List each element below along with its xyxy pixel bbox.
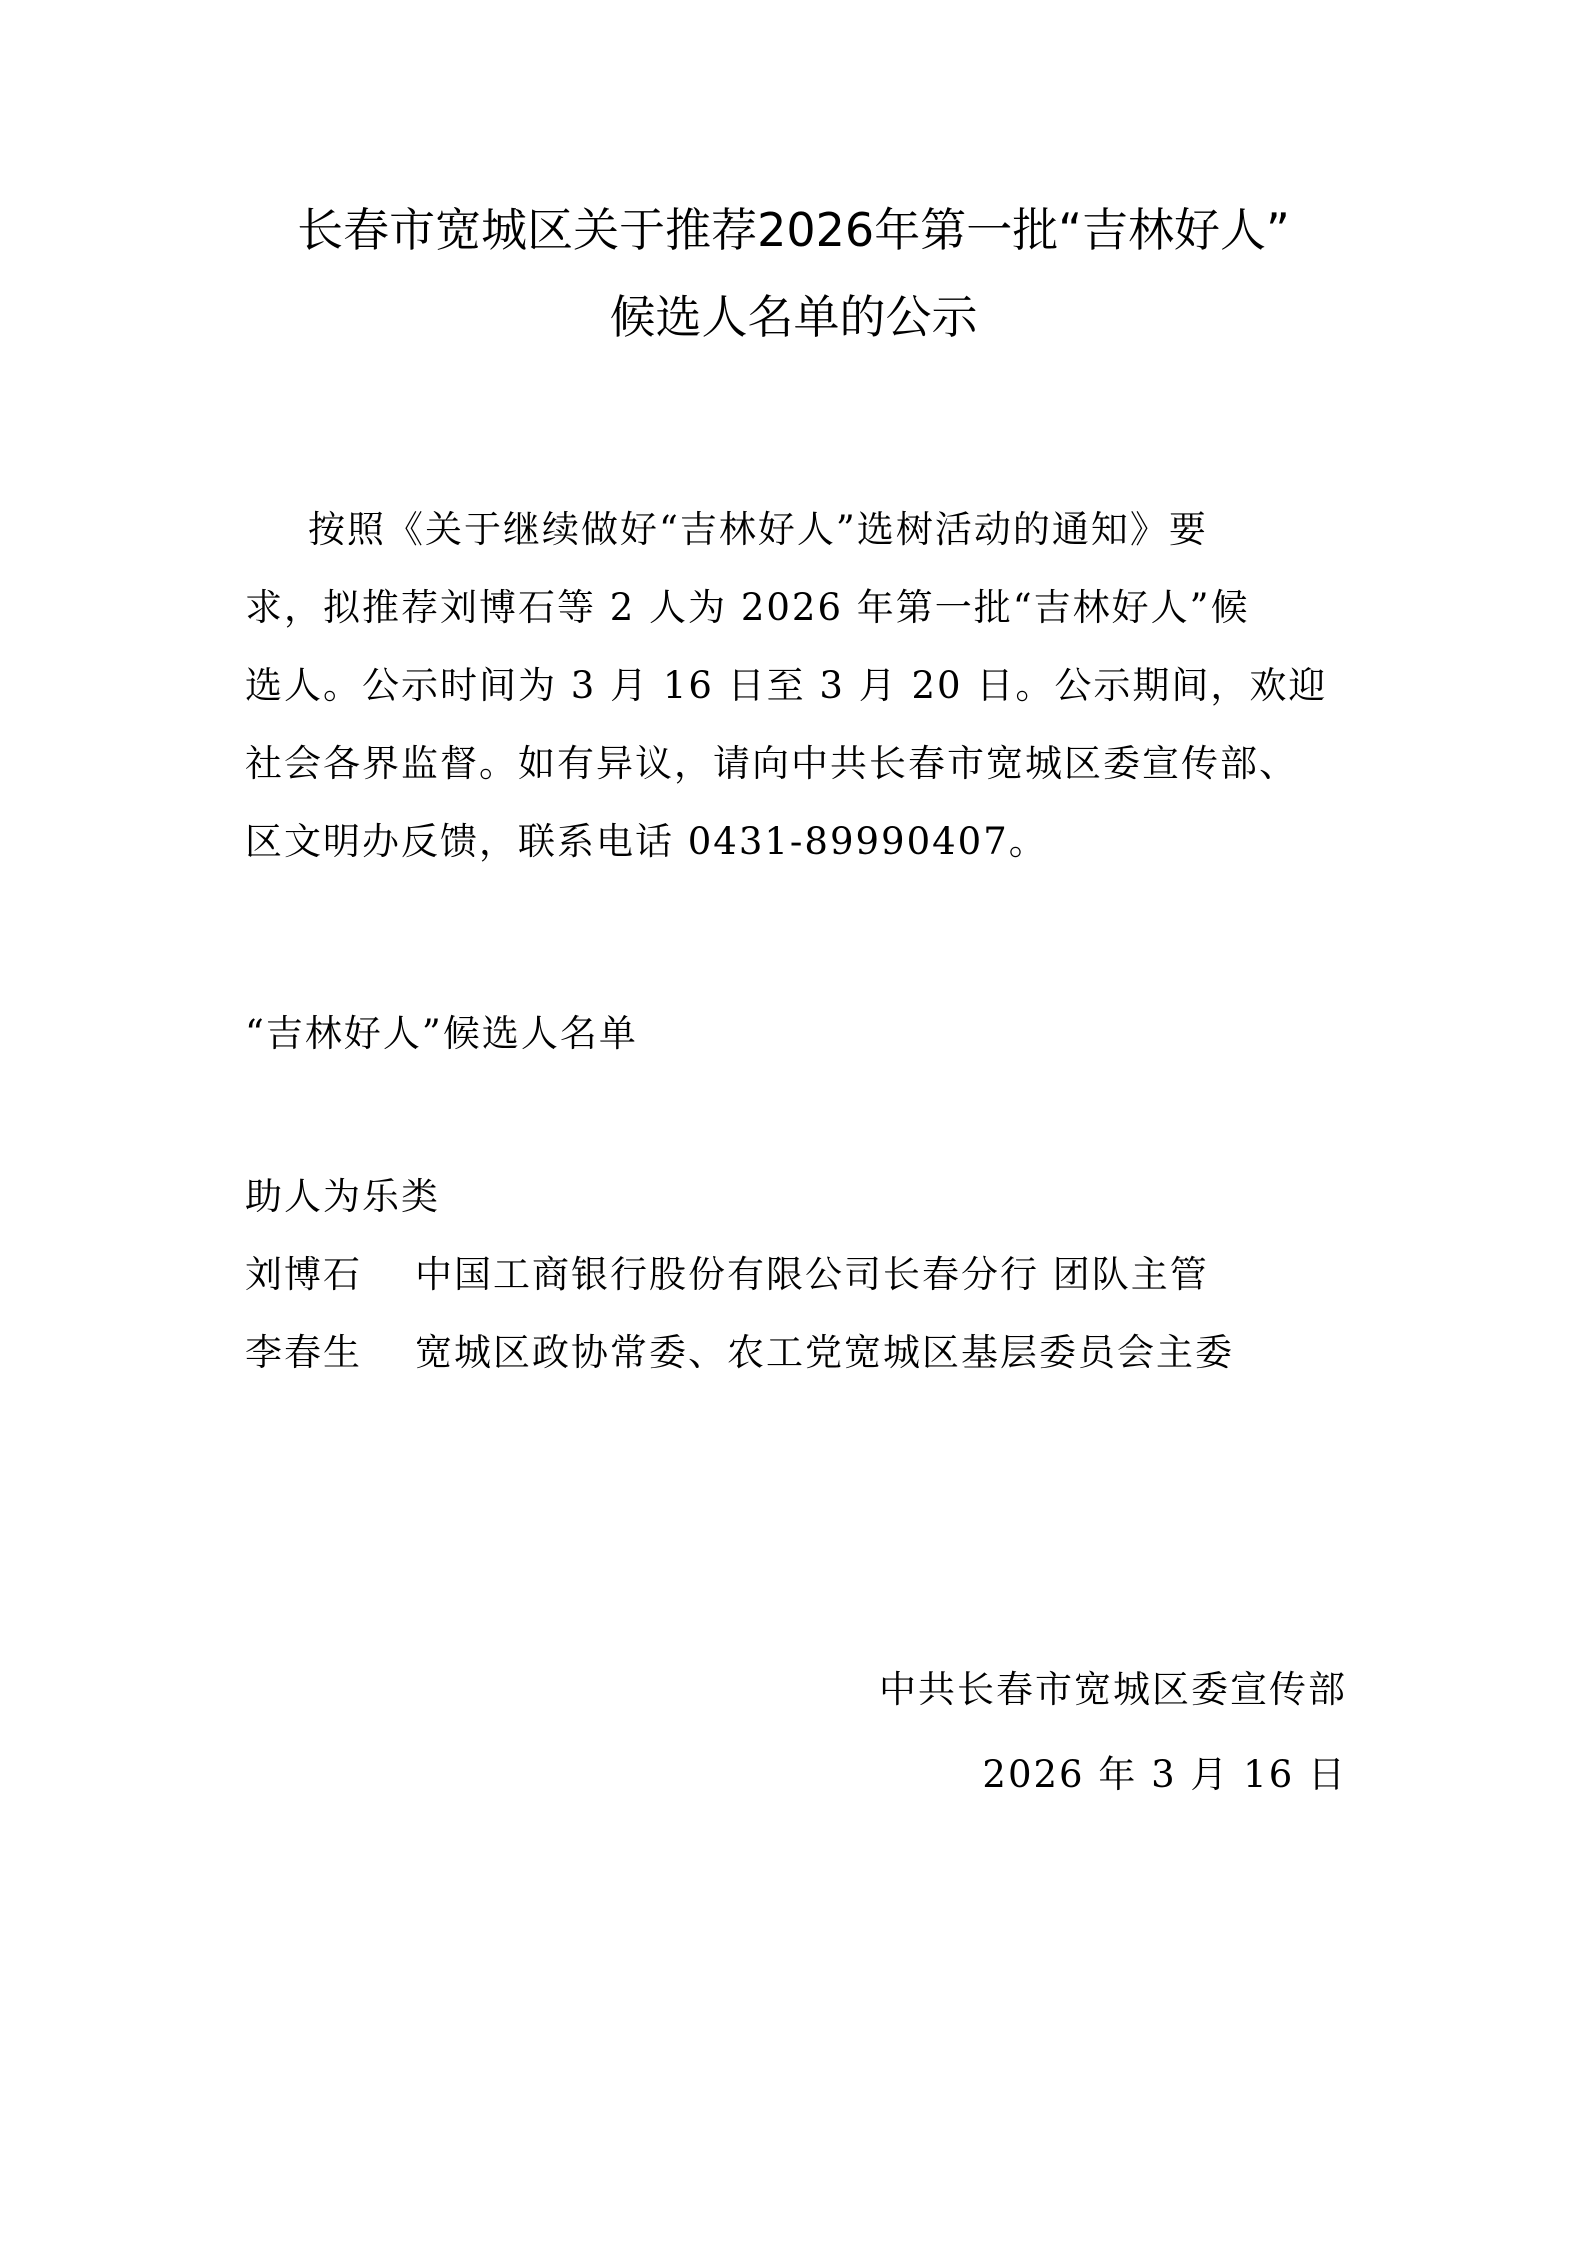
paragraph-line-1: 按照《关于继续做好“吉林好人”选树活动的通知》要 [308, 508, 1208, 551]
candidate-role: 中国工商银行股份有限公司长春分行 团队主管 [415, 1253, 1209, 1296]
signature-date: 2026 年 3 月 16 日 [982, 1753, 1347, 1796]
paragraph-line-2: 求，拟推荐刘博石等 2 人为 2026 年第一批“吉林好人”候 [245, 586, 1250, 629]
document-title-line-1: 长春市宽城区关于推荐2026年第一批“吉林好人” [297, 203, 1290, 257]
category-label: 助人为乐类 [245, 1175, 440, 1218]
paragraph-line-4: 社会各界监督。如有异议，请向中共长春市宽城区委宣传部、 [245, 742, 1298, 785]
document-title-line-2: 候选人名单的公示 [609, 290, 978, 344]
list-heading: “吉林好人”候选人名单 [245, 1012, 638, 1055]
paragraph-line-3: 选人。公示时间为 3 月 16 日至 3 月 20 日。公示期间，欢迎 [245, 664, 1328, 707]
paragraph-line-5: 区文明办反馈，联系电话 0431-89990407。 [245, 820, 1048, 863]
signature-organization: 中共长春市宽城区委宣传部 [879, 1668, 1347, 1711]
candidate-row [245, 1250, 1209, 1300]
candidate-row [245, 1328, 1234, 1378]
candidate-name: 李春生 [245, 1331, 362, 1374]
candidate-role: 宽城区政协常委、农工党宽城区基层委员会主委 [415, 1331, 1234, 1374]
candidate-name: 刘博石 [245, 1253, 362, 1296]
